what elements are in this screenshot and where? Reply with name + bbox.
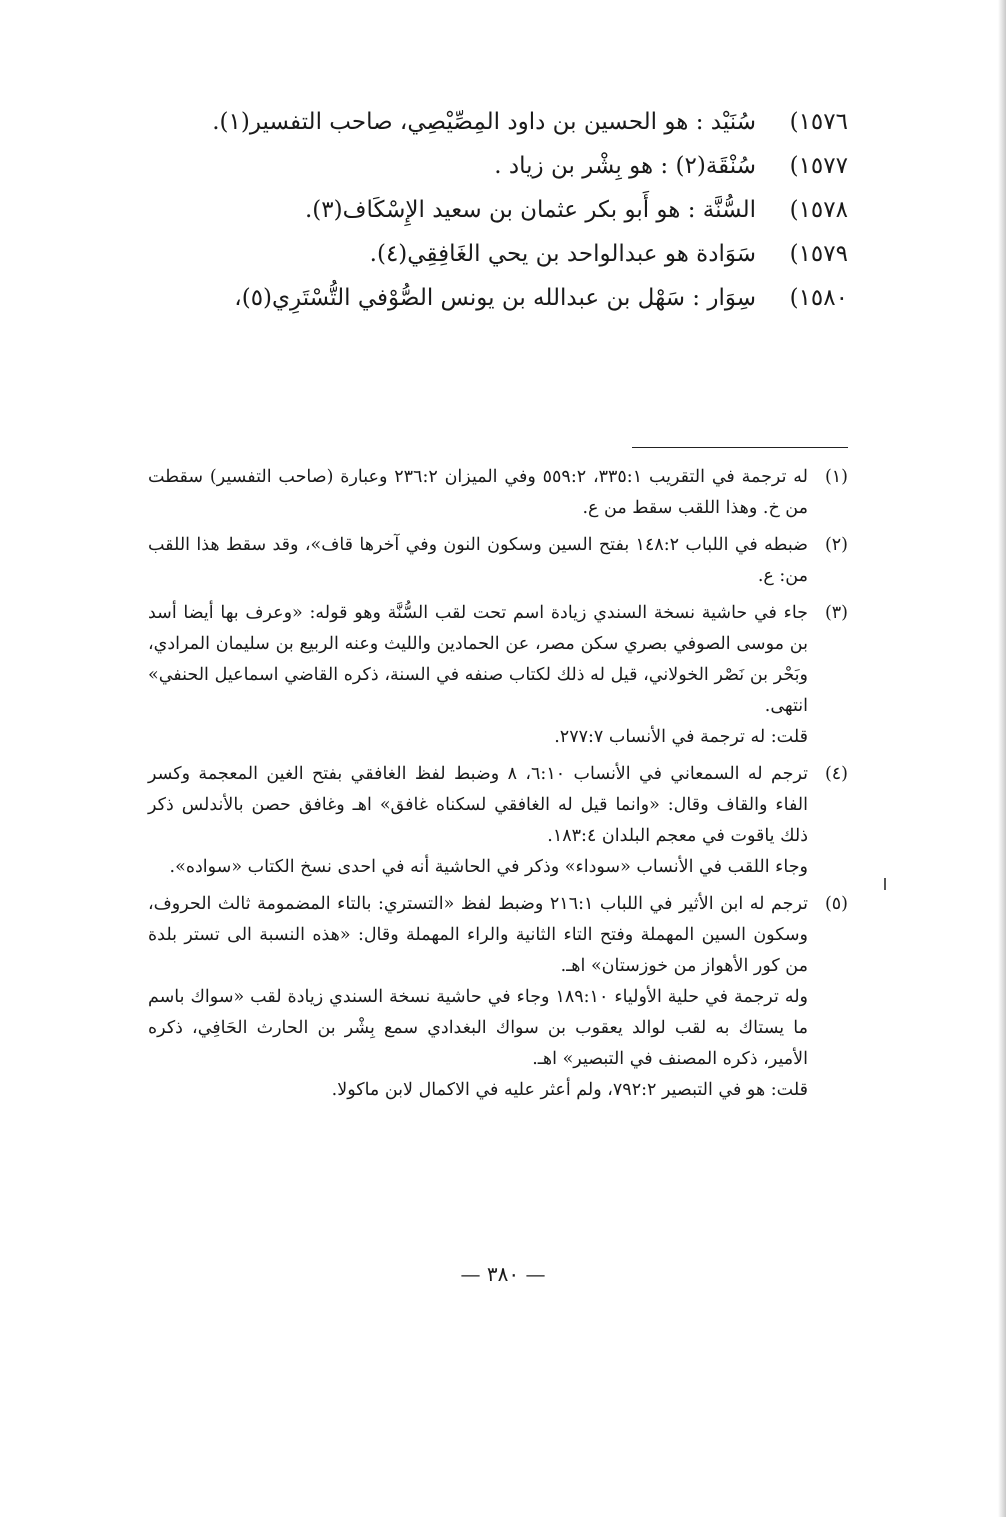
footnote-number: (٣) [824, 603, 848, 623]
footnote-3 [148, 598, 848, 753]
footnote-body [148, 462, 808, 524]
footnote-number: (٤) [824, 764, 848, 784]
entry-text: سُنَيْد : هو الحسين بن داود المِصِّيْصِي، صاحب التفسير(١). [212, 109, 756, 135]
footnote-paragraph: قلت: هو في التبصير ٧٩٢:٢، ولم أعثر عليه في الاكمال لابن ماكولا. [331, 1080, 808, 1100]
entry-number: ١٥٧٩) [789, 241, 848, 267]
entries-list [148, 100, 848, 320]
page-number: — ٣٨٠ — [460, 1262, 546, 1286]
footnote-paragraph: وله ترجمة في حلية الأولياء ١٨٩:١٠ وجاء في حاشية نسخة السندي زيادة لقب «سواك باسم ما يستاك به لقب لوالد يعقوب بن سواك البغدادي سمع بِشْر بن الحارث الحَافِي، ذكره الأمير، ذكره المصنف في التبصير» اهـ. [148, 987, 808, 1069]
footnote-paragraph: جاء في حاشية نسخة السندي زيادة اسم تحت لقب السُّنَّة وهو قوله: «وعرف بها أيضا أسد بن موسى الصوفي بصري سكن مصر، عن الحمادين والليث وعنه الربيع بن سليمان المرادي، وبَحْر بن نَصْر الخولاني، قيل له ذلك لكتاب صنفه في السنة، ذكره القاضي اسماعيل الحنفي» انتهى. [148, 603, 808, 716]
entry-1578 [148, 188, 848, 232]
entry-1577 [148, 144, 848, 188]
entry-text: السُّنَّة : هو أَبو بكر عثمان بن سعيد الإِسْكَاف(٣). [304, 197, 756, 223]
entry-number: ١٥٨٠) [789, 285, 848, 311]
footnote-5 [148, 889, 848, 1106]
footnote-paragraph: قلت: له ترجمة في الأنساب ٢٧٧:٧. [554, 727, 808, 747]
footnote-2 [148, 530, 848, 592]
footnote-body [148, 598, 808, 753]
footnote-number: (١) [824, 467, 848, 487]
entry-text: سَوَادة هو عبدالواحد بن يحي الغَافِقِي(٤). [369, 241, 756, 267]
entry-1576 [148, 100, 848, 144]
footnote-body [148, 530, 808, 592]
footnote-body [148, 889, 808, 1106]
footnote-paragraph: وجاء اللقب في الأنساب «سوداء» وذكر في الحاشية أنه في احدى نسخ الكتاب «سواده». [169, 857, 808, 877]
entry-number: ١٥٧٧) [789, 153, 848, 179]
footnote-number: (٥) [824, 894, 848, 914]
footnote-body [148, 759, 808, 883]
entry-1580 [148, 276, 848, 320]
entry-number: ١٥٧٨) [789, 197, 848, 223]
footnote-paragraph: ضبطه في اللباب ١٤٨:٢ بفتح السين وسكون النون وفي آخرها قاف»، وقد سقط هذا اللقب من: ع. [148, 535, 809, 586]
entry-text: سِوَار : سَهْل بن عبدالله بن يونس الصُّوْفي التُّسْتَرِي(٥)، [234, 285, 756, 311]
scan-mark [884, 878, 886, 890]
footnote-separator [632, 447, 848, 448]
footnote-paragraph: ترجم له السمعاني في الأنساب ٦:١٠، ٨ وضبط لفظ الغافقي بفتح الغين المعجمة وكسر الفاء والقاف وقال: «وانما قيل له الغافقي لسكناه غافق» اهـ وغافق حصن بالأندلس ذكر ذلك ياقوت في معجم البلدان ١٨٣:٤. [148, 764, 808, 846]
entry-1579 [148, 232, 848, 276]
footnotes [148, 462, 848, 1112]
footnote-paragraph: ترجم له ابن الأثير في اللباب ٢١٦:١ وضبط لفظ «التستري: بالتاء المضمومة ثالث الحروف، وسكون السين المهملة وفتح التاء الثانية والراء المهملة وقال: «هذه النسبة الى تستر بلدة من كور الأهواز من خوزستان» اهـ. [148, 894, 808, 976]
entry-text: سُنْقَة(٢) : هو بِشْر بن زياد . [494, 153, 756, 179]
footnote-4 [148, 759, 848, 883]
footnote-number: (٢) [824, 535, 848, 555]
entry-number: ١٥٧٦) [789, 109, 848, 135]
scan-edge [998, 0, 1006, 1517]
footnote-1 [148, 462, 848, 524]
footnote-paragraph: له ترجمة في التقريب ٣٣٥:١، ٥٥٩:٢ وفي الميزان ٢٣٦:٢ وعبارة (صاحب التفسير) سقطت من خ. وهذا اللقب سقط من ع. [148, 467, 808, 518]
